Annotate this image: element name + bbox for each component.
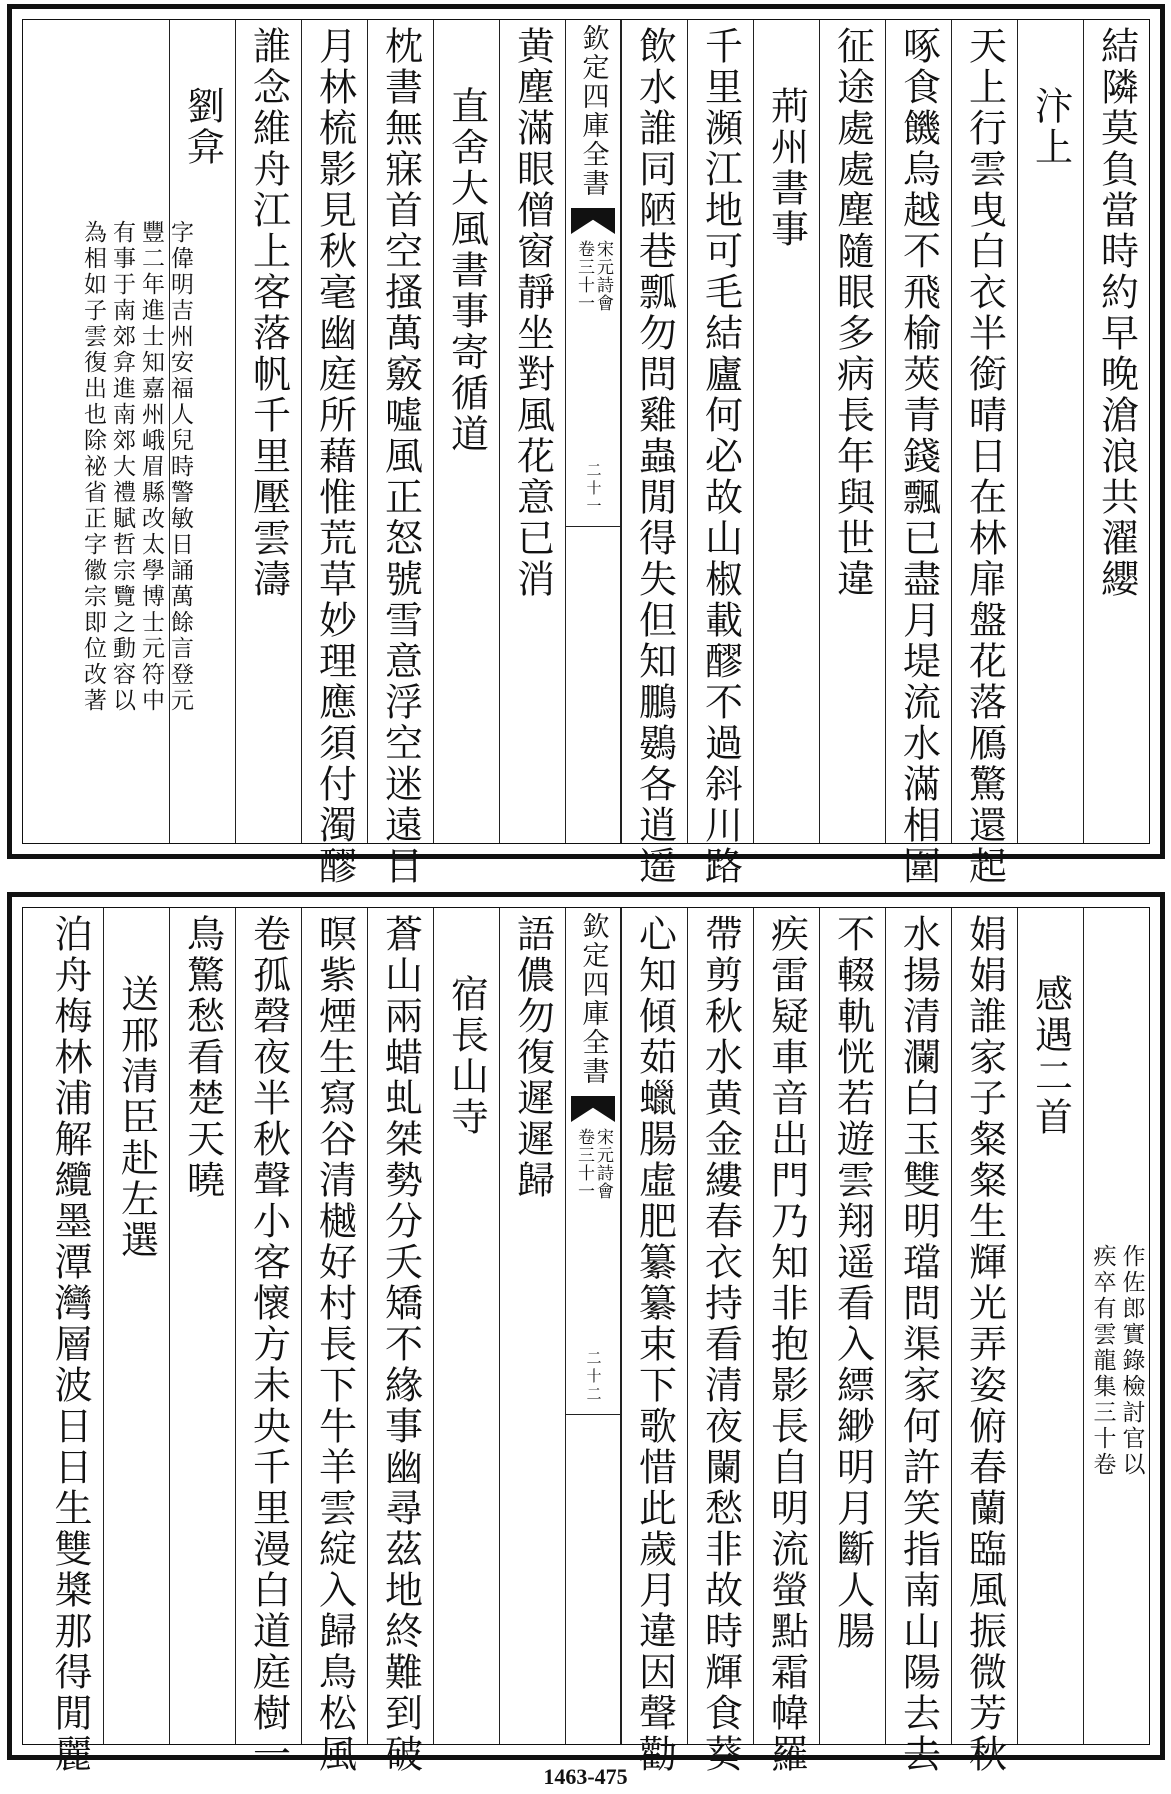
poem-title: 直舍大風書事寄循道 xyxy=(444,86,489,455)
verse-line: 征途處處塵隨眼多病長年與世違 xyxy=(830,26,875,600)
verse-line: 蒼山兩蜡虬桀勢分夭矯不緣事幽尋茲地終難到破 xyxy=(378,914,423,1775)
text-column xyxy=(819,20,885,843)
verse-line: 疾雷疑車音出門乃知非抱影長自明流螢點霜幃羅 xyxy=(764,914,809,1775)
text-column xyxy=(951,908,1017,1775)
text-column xyxy=(301,20,367,887)
verse-line: 枕書無寐首空搔萬竅噓風正怒號雪意浮空迷遠目 xyxy=(378,26,423,887)
leaf-rule-divider xyxy=(566,526,620,527)
volume-collection: 宋元詩會 xyxy=(593,1128,613,1200)
volume-number: 卷三十一 xyxy=(574,1128,594,1200)
center-margin-column xyxy=(565,908,621,1744)
poem-title-column xyxy=(433,908,499,1744)
fishtail-mark-icon xyxy=(571,208,615,234)
text-column xyxy=(885,908,951,1775)
poem-title: 荊州書事 xyxy=(764,86,809,250)
text-column xyxy=(235,908,301,1775)
verse-line: 千里瀕江地可毛結廬何必故山椒載醪不過斜川路 xyxy=(698,26,743,887)
volume-number: 卷三十一 xyxy=(574,240,594,312)
folio-number: 1463-475 xyxy=(543,1764,628,1789)
text-column xyxy=(1083,20,1149,843)
text-column xyxy=(169,908,235,1744)
fishtail-mark-icon xyxy=(571,1096,615,1122)
verse-line: 泊舟梅林浦解纜墨潭灣層波日日生雙槳那得閒麗 xyxy=(48,914,92,1775)
poem-title-column xyxy=(1017,908,1083,1744)
annotation-line: 字偉明吉州安福人兒時警敏日誦萬餘言登元 xyxy=(167,219,193,714)
center-margin-column xyxy=(565,20,621,843)
verse-line: 黄塵滿眼僧窗靜坐對風花意已消 xyxy=(510,26,555,600)
book-title: 欽定四庫全書 xyxy=(577,912,609,1086)
verse-line: 天上行雲曳白衣半銜晴日在林扉盤花落鴈驚還起 xyxy=(962,26,1007,887)
verse-line: 暝紫煙生寫谷清樾好村長下牛羊雲綻入歸鳥松風 xyxy=(312,914,357,1775)
text-column xyxy=(235,20,301,843)
annotation-line: 疾卒有雲龍集三十卷 xyxy=(1089,1244,1116,1478)
bottom-page xyxy=(7,892,1165,1775)
verse-line: 鳥驚愁看楚天曉 xyxy=(180,914,225,1201)
text-column xyxy=(499,908,565,1744)
poem-title-column xyxy=(433,20,499,843)
book-title: 欽定四庫全書 xyxy=(577,24,609,198)
poem-title: 劉弇 xyxy=(180,86,225,168)
poem-title: 汴上 xyxy=(1028,86,1073,168)
verse-line: 水揚清瀾白玉雙明璫問渠家何許笑指南山陽去去 xyxy=(896,914,941,1775)
volume-collection: 宋元詩會 xyxy=(593,240,613,312)
verse-line: 飲水誰同陋巷瓢勿問雞蟲閒得失但知鵬鷃各逍遥 xyxy=(632,26,677,887)
text-column xyxy=(621,908,687,1775)
poem-title-column xyxy=(1017,20,1083,843)
verse-line: 月林梳影見秋毫幽庭所藉惟荒草妙理應須付濁醪 xyxy=(312,26,357,887)
bottom-page-frame xyxy=(22,907,1150,1775)
verse-line: 語儂勿復遲遲歸 xyxy=(510,914,555,1201)
verse-line: 卷孤磬夜半秋聲小客懷方未央千里漫白道庭樹一 xyxy=(246,914,291,1775)
poem-title-column xyxy=(103,908,169,1744)
annotation-line: 作佐郎實錄檢討官以 xyxy=(1118,1244,1145,1478)
text-column xyxy=(687,20,753,887)
annotation-line: 有事于南郊弇進南郊大禮賦哲宗覽之動容以 xyxy=(109,219,135,714)
annotation-line: 豐二年進士知嘉州峨眉縣改太學博士元符中 xyxy=(138,219,164,714)
leaf-number: 二十二 xyxy=(584,1350,603,1404)
text-column xyxy=(687,908,753,1775)
volume-label xyxy=(575,240,611,312)
text-column xyxy=(301,908,367,1775)
verse-line: 心知傾茹蠟腸虛肥纂纂束下歌惜此歲月違因聲勸 xyxy=(632,914,677,1775)
leaf-number: 二十一 xyxy=(584,462,603,516)
verse-line: 帶剪秋水黄金縷春衣持看清夜闌愁非故時輝食葵 xyxy=(698,914,743,1775)
top-page-frame xyxy=(22,19,1150,887)
text-column xyxy=(367,908,433,1775)
annotation-line: 為相如子雲復出也除祕省正字徽宗即位改著 xyxy=(80,219,106,714)
text-column xyxy=(621,20,687,887)
poem-title-column xyxy=(753,20,819,843)
verse-line: 啄食饑烏越不飛榆莢青錢飄已盡月堤流水滿相圍 xyxy=(896,26,941,887)
text-column xyxy=(37,908,103,1775)
text-column xyxy=(499,20,565,843)
verse-line: 不輟軌恍若遊雲翔遥看入縹緲明月斷人腸 xyxy=(830,914,875,1652)
leaf-rule-divider xyxy=(566,1414,620,1415)
volume-label xyxy=(575,1128,611,1200)
annotation-column xyxy=(1083,908,1149,1744)
poem-title: 感遇二首 xyxy=(1028,974,1073,1138)
text-column xyxy=(819,908,885,1744)
text-column xyxy=(885,20,951,887)
verse-line: 結隣莫負當時約早晚滄浪共濯纓 xyxy=(1094,26,1139,600)
text-column xyxy=(753,908,819,1775)
annotation-column xyxy=(80,20,193,843)
text-column xyxy=(367,20,433,887)
poem-title: 送邢清臣赴左選 xyxy=(114,974,159,1261)
verse-line: 誰念維舟江上客落帆千里壓雲濤 xyxy=(246,26,291,600)
text-column xyxy=(951,20,1017,887)
poem-title: 宿長山寺 xyxy=(444,974,489,1138)
verse-line: 娟娟誰家子粲粲生輝光弄姿俯春蘭臨風振微芳秋 xyxy=(962,914,1007,1775)
top-page xyxy=(7,4,1165,887)
